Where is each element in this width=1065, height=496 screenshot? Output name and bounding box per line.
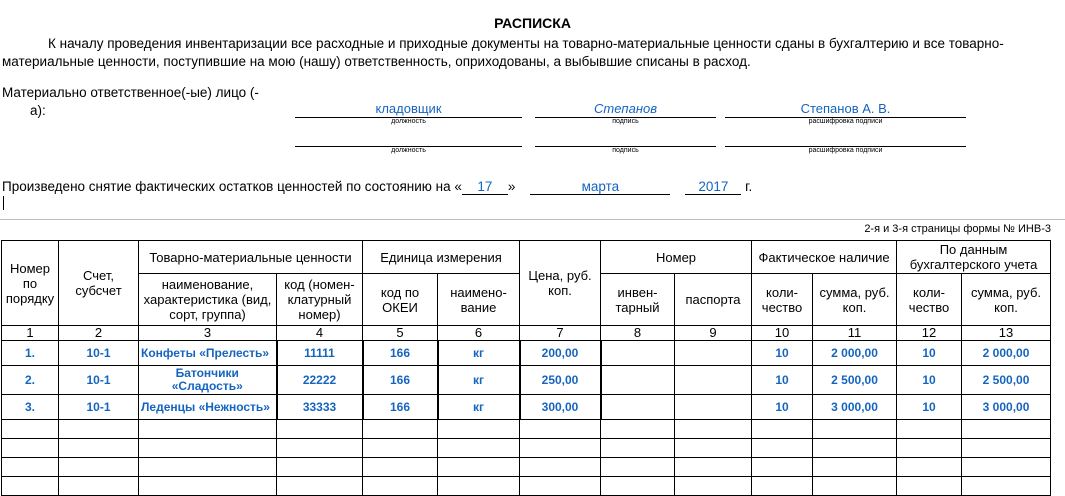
cell-inv[interactable] xyxy=(601,341,675,366)
cell-empty[interactable] xyxy=(139,420,277,439)
cell-empty[interactable] xyxy=(438,458,520,477)
cell-name[interactable]: Леденцы «Нежность» xyxy=(139,395,277,420)
col-number: 3 xyxy=(139,326,277,341)
intro-paragraph: К началу проведения инвентаризации все расходные и приходные документы на товарно-материальные ценности сданы в бухгалтерию и все товарно-материальные ценности, поступившие на мою (нашу) ответственность, оприходованы, а выбывшие списаны в расход. xyxy=(2,36,1004,69)
stock-year-suffix: г. xyxy=(745,179,753,194)
th-number-pass: паспорта xyxy=(675,274,752,326)
th-goods-code: код (номен-клатурный номер) xyxy=(277,274,363,326)
table-row xyxy=(2,366,1051,395)
cell-empty[interactable] xyxy=(59,458,139,477)
cell-empty[interactable] xyxy=(675,458,752,477)
col-number: 5 xyxy=(363,326,438,341)
cell-empty[interactable] xyxy=(752,439,813,458)
cell-empty[interactable] xyxy=(897,458,962,477)
text-cursor xyxy=(3,196,4,210)
mol-decoding-caption: расшифровка подписи xyxy=(808,118,883,125)
th-actual-sum: сумма, руб. коп. xyxy=(813,274,897,326)
page-divider xyxy=(0,219,1065,220)
col-number: 7 xyxy=(520,326,601,341)
cell-empty[interactable] xyxy=(277,439,363,458)
cell-code[interactable]: 11111 xyxy=(277,341,363,366)
stock-text: Произведено снятие фактических остатков ценностей по состоянию на « xyxy=(2,179,462,194)
th-unit-okei: код по ОКЕИ xyxy=(363,274,438,326)
cell-qty[interactable]: 10 xyxy=(752,341,813,366)
cell-empty[interactable] xyxy=(438,420,520,439)
cell-name[interactable]: Конфеты «Прелесть» xyxy=(139,341,277,366)
th-acc: По данным бухгалтерского учета xyxy=(897,241,1051,274)
mol-position-value: кладовщик xyxy=(295,101,522,118)
cell-acc-qty[interactable]: 10 xyxy=(897,341,962,366)
th-unit: Единица измерения xyxy=(363,241,520,274)
cell-empty[interactable] xyxy=(675,477,752,496)
stock-month[interactable]: марта xyxy=(530,179,670,195)
cell-empty[interactable] xyxy=(601,477,675,496)
mol-label xyxy=(2,84,292,120)
cell-pass[interactable] xyxy=(675,395,752,420)
cell-qty[interactable]: 10 xyxy=(752,366,813,395)
cell-empty[interactable] xyxy=(897,477,962,496)
cell-num[interactable]: 3. xyxy=(2,395,59,420)
th-actual-qty: коли-чество xyxy=(752,274,813,326)
table-row xyxy=(2,395,1051,420)
cell-inv[interactable] xyxy=(601,366,675,395)
cell-empty[interactable] xyxy=(363,439,438,458)
mol2-signature-line xyxy=(535,130,716,147)
cell-inv[interactable] xyxy=(601,395,675,420)
col-number: 13 xyxy=(962,326,1051,341)
cell-unit[interactable]: кг xyxy=(438,366,520,395)
cell-price[interactable]: 200,00 xyxy=(520,341,601,366)
mol-decoding-value: Степанов А. В. xyxy=(725,101,966,118)
cell-okei[interactable]: 166 xyxy=(363,366,438,395)
cell-okei[interactable]: 166 xyxy=(363,395,438,420)
cell-empty[interactable] xyxy=(897,439,962,458)
mol-position-field[interactable] xyxy=(295,101,522,125)
cell-num[interactable]: 2. xyxy=(2,366,59,395)
cell-empty[interactable] xyxy=(520,420,601,439)
cell-empty[interactable] xyxy=(675,420,752,439)
cell-code[interactable]: 22222 xyxy=(277,366,363,395)
cell-acc-sum[interactable]: 2 000,00 xyxy=(962,341,1051,366)
cell-acc-qty[interactable]: 10 xyxy=(897,366,962,395)
table-header-row xyxy=(2,241,1051,274)
col-number: 10 xyxy=(752,326,813,341)
cell-qty[interactable]: 10 xyxy=(752,395,813,420)
table-row-empty xyxy=(2,439,1051,458)
cell-empty[interactable] xyxy=(363,420,438,439)
cell-empty[interactable] xyxy=(438,477,520,496)
cell-unit[interactable]: кг xyxy=(438,341,520,366)
cell-empty[interactable] xyxy=(962,477,1051,496)
document-title: РАСПИСКА xyxy=(494,15,571,31)
cell-empty[interactable] xyxy=(675,439,752,458)
cell-okei[interactable]: 166 xyxy=(363,341,438,366)
mol-signature-value: Степанов xyxy=(535,101,716,118)
mol-signature-field[interactable] xyxy=(535,101,716,125)
cell-empty[interactable] xyxy=(2,420,59,439)
cell-empty[interactable] xyxy=(813,458,897,477)
stock-day[interactable]: 17 xyxy=(462,179,508,195)
cell-empty[interactable] xyxy=(752,477,813,496)
cell-empty[interactable] xyxy=(363,477,438,496)
col-number: 9 xyxy=(675,326,752,341)
cell-unit[interactable]: кг xyxy=(438,395,520,420)
col-number: 4 xyxy=(277,326,363,341)
cell-empty[interactable] xyxy=(962,439,1051,458)
cell-empty[interactable] xyxy=(2,477,59,496)
cell-empty[interactable] xyxy=(601,439,675,458)
mol-label-line1: Материально ответственное(-ые) лицо (- xyxy=(2,85,259,100)
mol2-position-line xyxy=(295,130,522,147)
cell-empty[interactable] xyxy=(601,420,675,439)
th-number: Номер xyxy=(601,241,752,274)
cell-acc-sum[interactable]: 3 000,00 xyxy=(962,395,1051,420)
cell-pass[interactable] xyxy=(675,366,752,395)
cell-account[interactable]: 10-1 xyxy=(59,366,139,395)
cell-empty[interactable] xyxy=(139,458,277,477)
mol-position-caption: должность xyxy=(391,118,426,125)
stock-date-line xyxy=(2,178,752,196)
cell-empty[interactable] xyxy=(520,458,601,477)
mol2-decoding-line xyxy=(725,130,966,147)
cell-acc-qty[interactable]: 10 xyxy=(897,395,962,420)
cell-num[interactable]: 1. xyxy=(2,341,59,366)
cell-account[interactable]: 10-1 xyxy=(59,341,139,366)
page-info: 2-я и 3-я страницы формы № ИНВ-3 xyxy=(864,223,1051,235)
col-number: 11 xyxy=(813,326,897,341)
cell-empty[interactable] xyxy=(897,420,962,439)
th-acc-sum: сумма, руб. коп. xyxy=(962,274,1051,326)
th-price: Цена, руб. коп. xyxy=(520,241,601,326)
th-number-inv: инвен-тарный xyxy=(601,274,675,326)
cell-name[interactable]: Батончики «Сладость» xyxy=(139,366,277,395)
col-number: 8 xyxy=(601,326,675,341)
cell-empty[interactable] xyxy=(813,420,897,439)
th-account: Счет, субсчет xyxy=(59,241,139,326)
col-number: 1 xyxy=(2,326,59,341)
mol2-signature-caption: подпись xyxy=(612,147,639,154)
cell-empty[interactable] xyxy=(277,477,363,496)
cell-empty[interactable] xyxy=(752,458,813,477)
cell-empty[interactable] xyxy=(601,458,675,477)
col-number: 2 xyxy=(59,326,139,341)
th-goods-name: наименование, характеристика (вид, сорт, группа) xyxy=(139,274,277,326)
cell-empty[interactable] xyxy=(139,439,277,458)
cell-empty[interactable] xyxy=(962,420,1051,439)
stock-year[interactable]: 2017 xyxy=(685,179,741,195)
mol-signature-caption: подпись xyxy=(612,118,639,125)
mol2-position-field[interactable] xyxy=(295,130,522,154)
table-row-empty xyxy=(2,458,1051,477)
mol2-signature-field[interactable] xyxy=(535,130,716,154)
cell-empty[interactable] xyxy=(59,420,139,439)
table-row xyxy=(2,341,1051,366)
cell-empty[interactable] xyxy=(752,420,813,439)
mol2-position-caption: должность xyxy=(391,147,426,154)
cell-empty[interactable] xyxy=(438,439,520,458)
table-row-empty xyxy=(2,477,1051,496)
th-goods: Товарно-материальные ценности xyxy=(139,241,363,274)
cell-empty[interactable] xyxy=(813,439,897,458)
cell-acc-sum[interactable]: 2 500,00 xyxy=(962,366,1051,395)
cell-empty[interactable] xyxy=(2,439,59,458)
cell-price[interactable]: 250,00 xyxy=(520,366,601,395)
mol-decoding-field[interactable] xyxy=(725,101,966,125)
cell-empty[interactable] xyxy=(962,458,1051,477)
th-unit-name: наимено-вание xyxy=(438,274,520,326)
cell-empty[interactable] xyxy=(59,477,139,496)
mol-label-line2: а): xyxy=(30,103,46,118)
col-number: 6 xyxy=(438,326,520,341)
cell-empty[interactable] xyxy=(2,458,59,477)
cell-empty[interactable] xyxy=(59,439,139,458)
col-number: 12 xyxy=(897,326,962,341)
cell-empty[interactable] xyxy=(139,477,277,496)
cell-pass[interactable] xyxy=(675,341,752,366)
cell-sum[interactable]: 3 000,00 xyxy=(813,395,897,420)
cell-account[interactable]: 10-1 xyxy=(59,395,139,420)
column-number-row xyxy=(2,326,1051,341)
cell-empty[interactable] xyxy=(813,477,897,496)
cell-sum[interactable]: 2 000,00 xyxy=(813,341,897,366)
cell-code[interactable]: 33333 xyxy=(277,395,363,420)
mol2-decoding-field[interactable] xyxy=(725,130,966,154)
cell-sum[interactable]: 2 500,00 xyxy=(813,366,897,395)
cell-empty[interactable] xyxy=(520,477,601,496)
th-acc-qty: коли-чество xyxy=(897,274,962,326)
inventory-table xyxy=(1,240,1051,496)
cell-empty[interactable] xyxy=(520,439,601,458)
cell-empty[interactable] xyxy=(277,420,363,439)
stock-close-quote: » xyxy=(507,179,516,194)
mol2-decoding-caption: расшифровка подписи xyxy=(808,147,883,154)
cell-empty[interactable] xyxy=(363,458,438,477)
th-actual: Фактическое наличие xyxy=(752,241,897,274)
th-num: Номер по порядку xyxy=(2,241,59,326)
cell-empty[interactable] xyxy=(277,458,363,477)
cell-price[interactable]: 300,00 xyxy=(520,395,601,420)
table-row-empty xyxy=(2,420,1051,439)
